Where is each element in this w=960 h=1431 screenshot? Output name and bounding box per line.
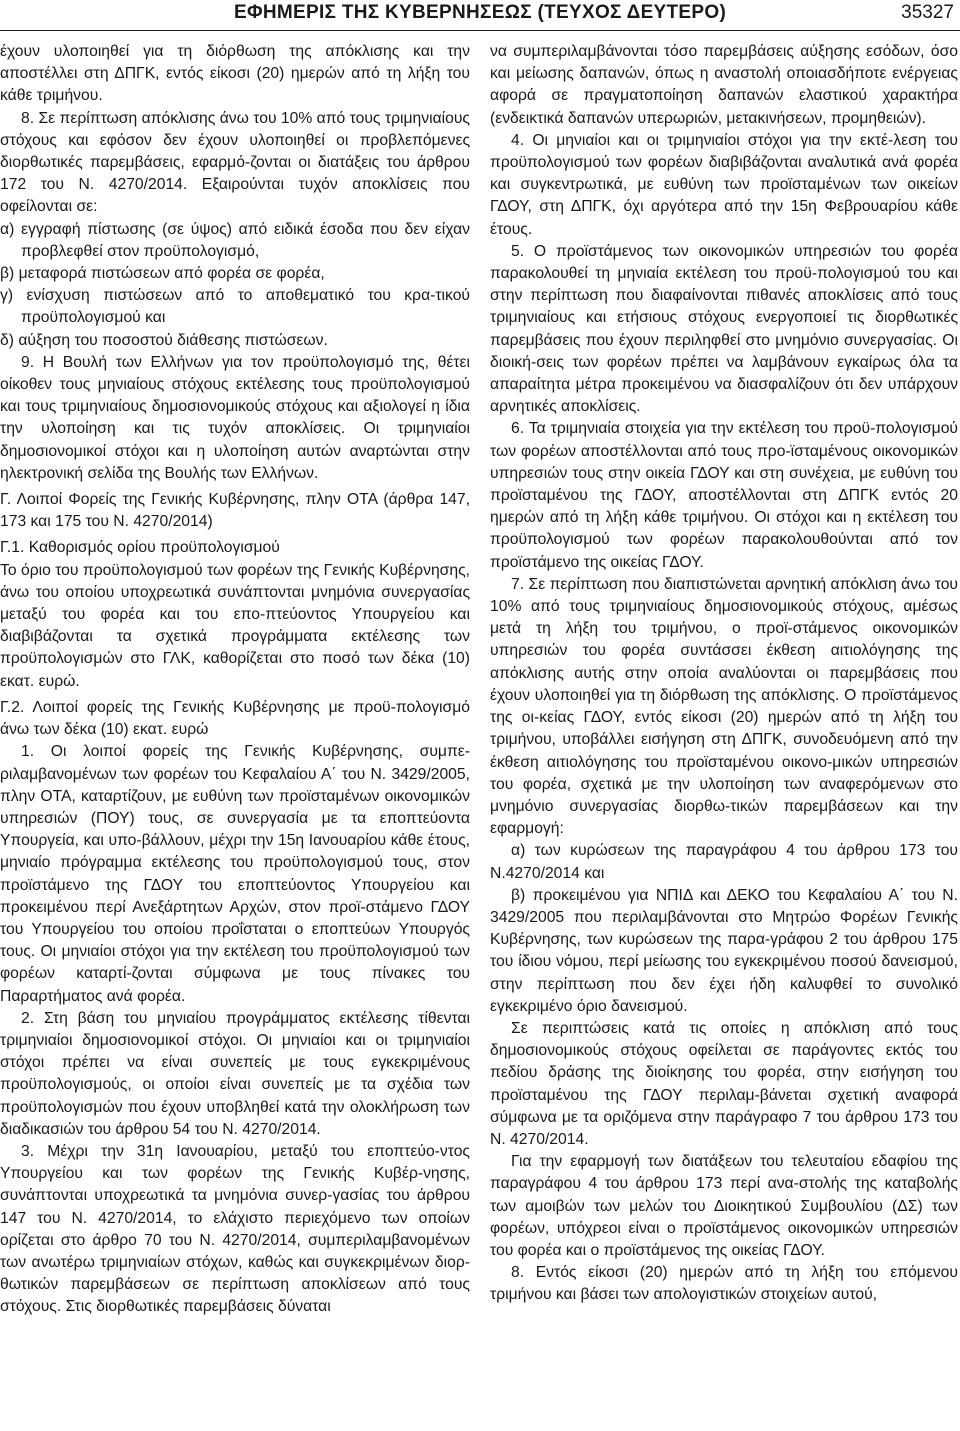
gazette-title: ΕΦΗΜΕΡΙΣ ΤΗΣ ΚΥΒΕΡΝΗΣΕΩΣ (ΤΕΥΧΟΣ ΔΕΥΤΕΡΟ): [234, 2, 727, 23]
paragraph: να συμπεριλαμβάνονται τόσο παρεμβάσεις αύξησης εσόδων, όσο και μείωσης δαπανών, όπως η αναστολή οποιασδήποτε ενέργειας αφορά σε πραγματοποίηση δαπανών ελαστικού χαρακτήρα (ενδεικτικά δαπανών υπερωριών, μετακινήσεων, προμηθειών).: [490, 43, 958, 127]
paragraph: 5. Ο προϊστάμενος των οικονομικών υπηρεσιών του φορέα παρακολουθεί τη μηνιαία εκτέλεση του προϋ-πολογισμού του και στην περίπτωση που διαφαίνονται πιθανές αποκλίσεις από τους τριμηνιαίους και ετήσιους στόχους ενεργοποιεί τις διορθωτικές παρεμβάσεις που έχουν περιληφθεί στο μνημόνιο συνεργασίας. Οι διοική-σεις των φορέων πρέπει να λαμβάνουν εγκαίρως όλα τα απαραίτητα μέτρα προκειμένου να διασφαλίζουν ότι δεν υπάρχουν αρνητικές αποκλίσεις.: [490, 242, 958, 416]
list-item: β) προκειμένου για ΝΠΙΔ και ΔΕΚΟ του Κεφαλαίου Α΄ του Ν. 3429/2005 που περιλαμβάνονται στο Μητρώο Φορέων Γενικής Κυβέρνησης, των κυρώσεων της παρα-γράφου 2 του άρθρου 175 του ίδιου νόμου, περί μείωσης του εγκεκριμένου ποσού δανεισμού, στην περίπτωση που δεν έχει ήδη καλυφθεί το συνολικό εγκεκριμένο όριο δανεισμού.: [490, 886, 958, 1015]
page-header: [0, 0, 960, 30]
paragraph: 3. Μέχρι την 31η Ιανουαρίου, μεταξύ του εποπτεύο-ντος Υπουργείου και των φορέων της Γενικής Κυβέρ-νησης, συνάπτονται υποχρεωτικά τα μνημόνια συνερ-γασίας του άρθρου 147 του Ν. 4270/2014, το ελάχιστο περιεχόμενο των οποίων ορίζεται στο άρθρο 70 του Ν. 4270/2014, συμπεριλαμβανομένων των ανωτέρω τριμηνιαίων στόχων, καθώς και συγκεκριμένων διορ-θωτικών παρεμβάσεων σε περίπτωση αποκλίσεων από τους στόχους. Στις διορθωτικές παρεμβάσεις δύναται: [0, 1142, 470, 1316]
list-item: α) των κυρώσεων της παραγράφου 4 του άρθρου 173 του Ν.4270/2014 και: [490, 842, 958, 882]
paragraph: 6. Τα τριμηνιαία στοιχεία για την εκτέλεση του προϋ-πολογισμού των φορέων αποστέλλονται από τους προ-ϊσταμένους οικονομικών υπηρεσιών τους στην οικεία ΓΔΟΥ και στη συνέχεια, με ευθύνη του προϊσταμένου της ΓΔΟΥ, αποστέλλονται στη ΔΠΓΚ εντός 20 ημερών από τη λήξη κάθε τριμήνου. Οι στόχοι και η εκτέλεση του προϋπολογισμού των φορέων παρακολουθούνται από τον προϊστάμενο της οικείας ΓΔΟΥ.: [490, 420, 958, 571]
list-item: α) εγγραφή πίστωσης (σε ύψος) από ειδικά έσοδα που δεν είχαν προβλεφθεί στον προϋπολογισμό,: [0, 220, 470, 260]
paragraph: Σε περιπτώσεις κατά τις οποίες η απόκλιση από τους δημοσιονομικούς στόχους οφείλεται σε παράγοντες εκτός του πεδίου δράσης της διοίκησης του φορέα, στην εισήγηση του προϊσταμένου της ΓΔΟΥ περιλαμ-βάνεται σχετική αναφορά σύμφωνα με τα οριζόμενα στην παράγραφο 7 του άρθρου 173 του Ν. 4270/2014.: [490, 1019, 958, 1148]
paragraph: 8. Σε περίπτωση απόκλισης άνω του 10% από τους τριμηνιαίους στόχους και εφόσον δεν έχουν υλοποιηθεί οι προβλεπόμενες διορθωτικές παρεμβάσεις, εφαρμό-ζονται οι διατάξεις του άρθρου 172 του Ν. 4270/2014. Εξαιρούνται τυχόν αποκλίσεις που οφείλονται σε:: [0, 109, 470, 216]
paragraph: 1. Οι λοιποί φορείς της Γενικής Κυβέρνησης, συμπε-ριλαμβανομένων των φορέων του Κεφαλαίου Α΄ του Ν. 3429/2005, πλην ΟΤΑ, καταρτίζουν, με ευθύνη των προϊσταμένων οικονομικών υπηρεσιών (ΠΟΥ) τους, σε συνεργασία με τα εποπτεύοντα Υπουργεία, και υπο-βάλλουν, μέχρι την 15η Ιανουαρίου κάθε έτους, μηνιαίο πρόγραμμα εκτέλεσης του προϋπολογισμού τους, στον προϊστάμενο της ΓΔΟΥ του εποπτεύοντος Υπουργείου και προκειμένου περί Ανεξάρτητων Αρχών, στον προϊ-στάμενο ΓΔΟΥ του Υπουργείου του οποίου προΐσταται ο εποπτεύων Υπουργός τους. Οι μηνιαίοι στόχοι για την εκτέλεση του προϋπολογισμού των φορέων καταρτί-ζονται σύμφωνα με τους πίνακες του Παραρτήματος ανά φορέα.: [0, 743, 470, 1005]
subsection-heading: Γ.2. Λοιποί φορείς της Γενικής Κυβέρνησης με προϋ-πολογισμό άνω των δέκα (10) εκατ. ευρώ: [0, 698, 470, 739]
paragraph: 8. Εντός είκοσι (20) ημερών από τη λήξη του επόμενου τριμήνου και βάσει των απολογιστικών στοιχείων αυτού,: [490, 1264, 958, 1304]
right-column: [490, 41, 958, 1307]
header-rule: [0, 30, 960, 31]
left-column: [0, 41, 470, 1319]
paragraph: 7. Σε περίπτωση που διαπιστώνεται αρνητική απόκλιση άνω του 10% από τους τριμηνιαίους δημοσιονομικούς στόχους, αμέσως μετά τη λήξη του τριμήνου, ο προϊ-στάμενος οικονομικών υπηρεσιών του φορέα συντάσσει έκθεση αιτιολόγησης της απόκλισης αυτής στην οποία αναλύονται οι παρεμβάσεις που έχουν υλοποιηθεί για τη διόρθωση της απόκλισης. Ο προϊστάμενος της οι-κείας ΓΔΟΥ, εντός είκοσι (20) ημερών από τη λήξη του τριμήνου, υποβάλλει εισήγηση στη ΔΠΓΚ, συνοδευόμενη από την έκθεση αιτιολόγησης του προϊσταμένου οικονο-μικών υπηρεσιών του φορέα, σχετικά με την υλοποίηση των αναφερόμενων στο μνημόνιο συνεργασίας διορθω-τικών παρεμβάσεων και την εφαρμογή:: [490, 575, 958, 838]
subsection-heading: Γ.1. Καθορισμός ορίου προϋπολογισμού: [0, 539, 280, 557]
paragraph: Για την εφαρμογή των διατάξεων του τελευταίου εδαφίου της παραγράφου 4 του άρθρου 173 περί ανα-στολής της καταβολής των αμοιβών των μελών του Διοικητικού Συμβουλίου (ΔΣ) των φορέων, υπόχρεοι είναι ο προϊστάμενος οικονομικών υπηρεσιών του φορέα και ο προϊστάμενος της οικείας ΓΔΟΥ.: [490, 1153, 958, 1259]
list-item: γ) ενίσχυση πιστώσεων από το αποθεματικό του κρα-τικού προϋπολογισμού και: [0, 287, 470, 327]
page-number: 35327: [901, 2, 954, 23]
paragraph: έχουν υλοποιηθεί για τη διόρθωση της απόκλισης και την αποστέλλει στη ΔΠΓΚ, εντός είκοσι (20) ημερών από τη λήξη του κάθε τριμήνου.: [0, 43, 470, 105]
section-heading: Γ. Λοιποί Φορείς της Γενικής Κυβέρνησης, πλην ΟΤΑ (άρθρα 147, 173 και 175 του Ν. 4270/2014): [0, 491, 470, 531]
paragraph: 4. Οι μηνιαίοι και οι τριμηνιαίοι στόχοι για την εκτέ-λεση του προϋπολογισμού των φορέων διαβιβάζονται αναλυτικά ανά φορέα και συγκεντρωτικά, με ευθύνη των προϊσταμένων των οικείων ΓΔΟΥ, στη ΔΠΓΚ, όχι αργότερα από την 15η Φεβρουαρίου κάθε έτους.: [490, 131, 958, 238]
paragraph: Το όριο του προϋπολογισμού των φορέων της Γενικής Κυβέρνησης, άνω του οποίου υποχρεωτικά συνάπτονται μνημόνια συνεργασίας μεταξύ του φορέα και του επο-πτεύοντος Υπουργείου και διαβιβάζονται τα σχετικά προγράμματα εκτέλεσης των προϋπολογισμών στο ΓΛΚ, καθορίζεται στο ποσό των δέκα (10) εκατ. ευρώ.: [0, 561, 470, 690]
list-item: β) μεταφορά πιστώσεων από φορέα σε φορέα,: [0, 265, 325, 283]
paragraph: 2. Στη βάση του μηνιαίου προγράμματος εκτέλεσης τίθενται τριμηνιαίοι δημοσιονομικοί στόχοι. Οι μηνιαίοι και οι τριμηνιαίοι στόχοι πρέπει να είναι συνεπείς με τους εγκεκριμένους προϋπολογισμούς, οι οποίοι είναι συνεπείς με τα σχέδια των προϋπολογισμών που έχουν υποβληθεί κατά την ολοκλήρωση των διαδικασιών του άρθρου 54 του Ν. 4270/2014.: [0, 1009, 470, 1138]
paragraph: 9. Η Βουλή των Ελλήνων για τον προϋπολογισμό της, θέτει οίκοθεν τους μηνιαίους στόχους εκτέλεσης τους προϋπολογισμού και τους τριμηνιαίους δημοσιονομικούς στόχους και αξιολογεί η ίδια την υλοποίηση και τις τυχόν αποκλίσεις. Οι τριμηνιαίοι δημοσιονομικοί στόχοι και η υλοποίηση αυτών αναρτώνται στην ηλεκτρονική σελίδα της Βουλής των Ελλήνων.: [0, 353, 470, 482]
list-item: δ) αύξηση του ποσοστού διάθεσης πιστώσεων.: [0, 331, 328, 349]
